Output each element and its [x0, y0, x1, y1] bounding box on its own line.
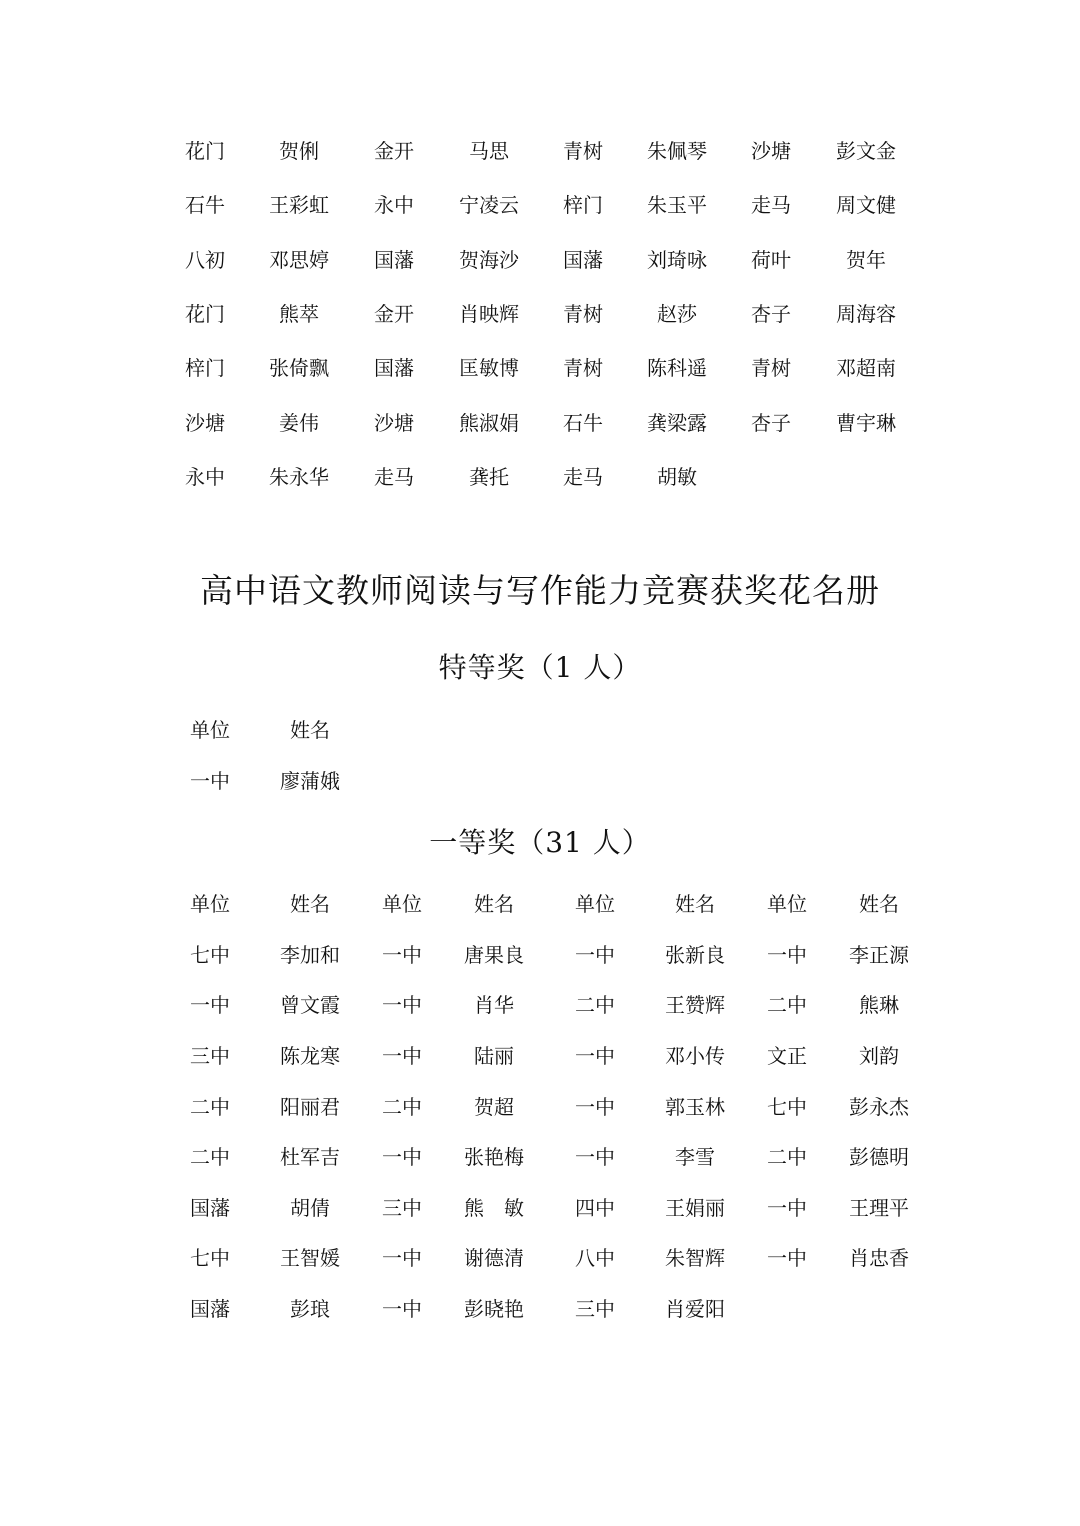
- column-header-name: 姓名: [675, 892, 715, 916]
- unit-cell: 一中: [382, 993, 422, 1017]
- name-cell: 彭文金: [836, 139, 896, 163]
- name-cell: 贺超: [474, 1095, 514, 1119]
- name-cell: 匡敏博: [459, 356, 519, 380]
- name-cell: 贺海沙: [459, 248, 519, 272]
- unit-cell: 八中: [575, 1246, 615, 1270]
- name-cell: 王理平: [849, 1196, 909, 1220]
- unit-cell: 青树: [751, 356, 791, 380]
- unit-cell: 一中: [575, 1145, 615, 1169]
- name-cell: 邓小传: [665, 1044, 725, 1068]
- column-header-unit: 单位: [190, 718, 230, 742]
- unit-cell: 二中: [190, 1145, 230, 1169]
- first-prize-row: [0, 1087, 1080, 1127]
- unit-cell: 国藩: [190, 1297, 230, 1321]
- unit-cell: 七中: [190, 1246, 230, 1270]
- unit-cell: 荷叶: [751, 248, 791, 272]
- name-cell: 阳丽君: [280, 1095, 340, 1119]
- unit-cell: 七中: [190, 943, 230, 967]
- column-header-name: 姓名: [859, 892, 899, 916]
- unit-cell: 三中: [190, 1044, 230, 1068]
- first-prize-row: [0, 1137, 1080, 1177]
- top-list-row: [0, 294, 1080, 334]
- special-prize-row: [0, 761, 1080, 801]
- name-cell: 朱永华: [269, 465, 329, 489]
- name-cell: 胡敏: [657, 465, 697, 489]
- name-cell: 张艳梅: [464, 1145, 524, 1169]
- unit-cell: 国藩: [374, 248, 414, 272]
- name-cell: 刘琦咏: [647, 248, 707, 272]
- unit-cell: 沙塘: [374, 411, 414, 435]
- column-header-unit: 单位: [767, 892, 807, 916]
- name-cell: 熊淑娟: [459, 411, 519, 435]
- first-prize-row: [0, 935, 1080, 975]
- column-header-name: 姓名: [290, 718, 330, 742]
- top-list-row: [0, 131, 1080, 171]
- name-cell: 彭琅: [290, 1297, 330, 1321]
- first-prize-row: [0, 1036, 1080, 1076]
- column-header-name: 姓名: [290, 892, 330, 916]
- name-cell: 龚梁露: [647, 411, 707, 435]
- unit-cell: 一中: [190, 993, 230, 1017]
- name-cell: 龚托: [469, 465, 509, 489]
- name-cell: 姜伟: [279, 411, 319, 435]
- document-title: 高中语文教师阅读与写作能力竞赛获奖花名册: [200, 571, 880, 610]
- first-prize-heading: 一等奖（31 人）: [429, 826, 651, 859]
- unit-cell: 一中: [382, 1297, 422, 1321]
- unit-cell: 国藩: [374, 356, 414, 380]
- name-cell: 唐果良: [464, 943, 524, 967]
- unit-cell: 一中: [575, 1044, 615, 1068]
- unit-cell: 石牛: [185, 193, 225, 217]
- unit-cell: 沙塘: [185, 411, 225, 435]
- name-cell: 李加和: [280, 943, 340, 967]
- column-header-unit: 单位: [382, 892, 422, 916]
- unit-cell: 一中: [575, 943, 615, 967]
- name-cell: 郭玉林: [665, 1095, 725, 1119]
- top-list-row: [0, 457, 1080, 497]
- unit-cell: 国藩: [563, 248, 603, 272]
- unit-cell: 国藩: [190, 1196, 230, 1220]
- name-cell: 张新良: [665, 943, 725, 967]
- unit-cell: 梓门: [563, 193, 603, 217]
- name-cell: 王彩虹: [269, 193, 329, 217]
- unit-cell: 花门: [185, 139, 225, 163]
- first-prize-row: [0, 884, 1080, 924]
- name-cell: 邓思婷: [269, 248, 329, 272]
- column-header-name: 姓名: [474, 892, 514, 916]
- unit-cell: 金开: [374, 302, 414, 326]
- unit-cell: 二中: [382, 1095, 422, 1119]
- name-cell: 朱玉平: [647, 193, 707, 217]
- unit-cell: 一中: [382, 1246, 422, 1270]
- name-cell: 熊 敏: [464, 1196, 524, 1220]
- name-cell: 贺俐: [279, 139, 319, 163]
- name-cell: 彭德明: [849, 1145, 909, 1169]
- unit-cell: 走马: [374, 465, 414, 489]
- name-cell: 熊琳: [859, 993, 899, 1017]
- name-cell: 胡倩: [290, 1196, 330, 1220]
- name-cell: 陈龙寒: [280, 1044, 340, 1068]
- unit-cell: 一中: [767, 943, 807, 967]
- special-prize-row: [0, 710, 1080, 750]
- unit-cell: 走马: [751, 193, 791, 217]
- unit-cell: 杏子: [751, 411, 791, 435]
- unit-cell: 七中: [767, 1095, 807, 1119]
- name-cell: 王娟丽: [665, 1196, 725, 1220]
- unit-cell: 一中: [382, 943, 422, 967]
- name-cell: 彭永杰: [849, 1095, 909, 1119]
- name-cell: 朱智辉: [665, 1246, 725, 1270]
- top-list-row: [0, 348, 1080, 388]
- name-cell: 曾文霞: [280, 993, 340, 1017]
- unit-cell: 一中: [575, 1095, 615, 1119]
- unit-cell: 走马: [563, 465, 603, 489]
- name-cell: 肖忠香: [849, 1246, 909, 1270]
- unit-cell: 文正: [767, 1044, 807, 1068]
- unit-cell: 梓门: [185, 356, 225, 380]
- name-cell: 邓超南: [836, 356, 896, 380]
- name-cell: 肖映辉: [459, 302, 519, 326]
- name-cell: 朱佩琴: [647, 139, 707, 163]
- name-cell: 赵莎: [657, 302, 697, 326]
- name-cell: 陈科遥: [647, 356, 707, 380]
- name-cell: 马思: [469, 139, 509, 163]
- name-cell: 张倚飘: [269, 356, 329, 380]
- special-prize-heading: 特等奖（1 人）: [438, 651, 642, 684]
- name-cell: 宁凌云: [459, 193, 519, 217]
- name-cell: 谢德清: [464, 1246, 524, 1270]
- column-header-unit: 单位: [190, 892, 230, 916]
- name-cell: 肖爱阳: [665, 1297, 725, 1321]
- name-cell: 刘韵: [859, 1044, 899, 1068]
- unit-cell: 青树: [563, 139, 603, 163]
- name-cell: 熊萃: [279, 302, 319, 326]
- unit-cell: 一中: [382, 1145, 422, 1169]
- first-prize-row: [0, 1188, 1080, 1228]
- name-cell: 杜军吉: [280, 1145, 340, 1169]
- unit-cell: 八初: [185, 248, 225, 272]
- unit-cell: 二中: [190, 1095, 230, 1119]
- unit-cell: 一中: [767, 1196, 807, 1220]
- unit-cell: 金开: [374, 139, 414, 163]
- unit-cell: 杏子: [751, 302, 791, 326]
- top-list-row: [0, 240, 1080, 280]
- name-cell: 廖蒲娥: [280, 769, 340, 793]
- unit-cell: 四中: [575, 1196, 615, 1220]
- first-prize-row: [0, 1289, 1080, 1329]
- unit-cell: 一中: [382, 1044, 422, 1068]
- name-cell: 李正源: [849, 943, 909, 967]
- unit-cell: 永中: [185, 465, 225, 489]
- unit-cell: 沙塘: [751, 139, 791, 163]
- unit-cell: 石牛: [563, 411, 603, 435]
- unit-cell: 二中: [767, 993, 807, 1017]
- name-cell: 贺年: [846, 248, 886, 272]
- name-cell: 周海容: [836, 302, 896, 326]
- name-cell: 肖华: [474, 993, 514, 1017]
- unit-cell: 永中: [374, 193, 414, 217]
- top-list-row: [0, 403, 1080, 443]
- unit-cell: 三中: [575, 1297, 615, 1321]
- name-cell: 陆丽: [474, 1044, 514, 1068]
- unit-cell: 三中: [382, 1196, 422, 1220]
- unit-cell: 一中: [767, 1246, 807, 1270]
- top-list-row: [0, 185, 1080, 225]
- unit-cell: 二中: [575, 993, 615, 1017]
- unit-cell: 青树: [563, 302, 603, 326]
- unit-cell: 花门: [185, 302, 225, 326]
- name-cell: 王智媛: [280, 1246, 340, 1270]
- name-cell: 周文健: [836, 193, 896, 217]
- unit-cell: 青树: [563, 356, 603, 380]
- first-prize-row: [0, 1238, 1080, 1278]
- column-header-unit: 单位: [575, 892, 615, 916]
- name-cell: 曹宇琳: [836, 411, 896, 435]
- name-cell: 王赞辉: [665, 993, 725, 1017]
- unit-cell: 一中: [190, 769, 230, 793]
- name-cell: 彭晓艳: [464, 1297, 524, 1321]
- unit-cell: 二中: [767, 1145, 807, 1169]
- name-cell: 李雪: [675, 1145, 715, 1169]
- first-prize-row: [0, 985, 1080, 1025]
